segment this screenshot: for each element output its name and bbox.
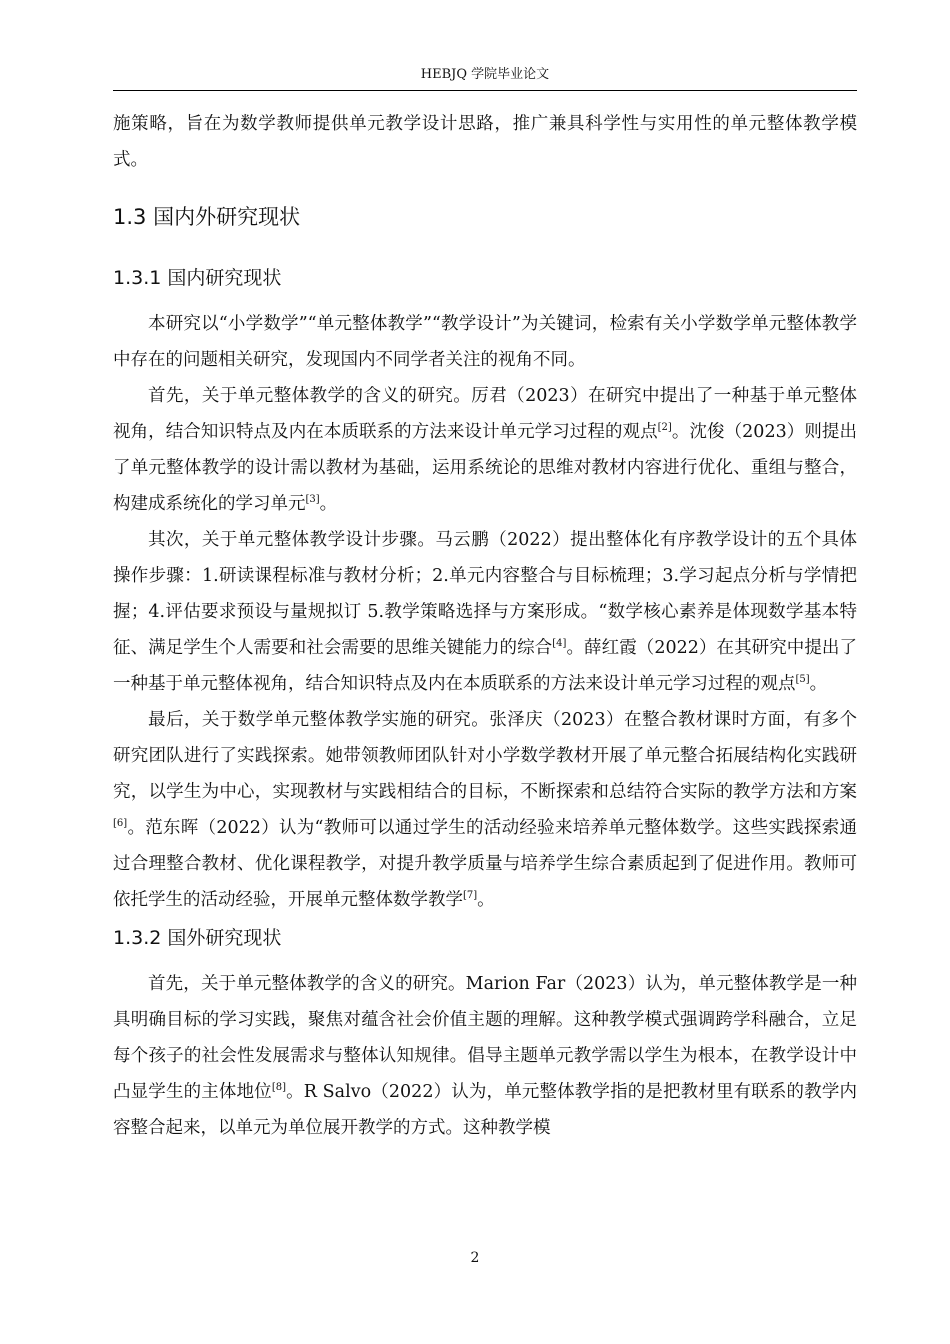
section-heading-1-3: 1.3 国内外研究现状 [113, 205, 301, 229]
text-segment: 首先，关于单元整体教学的含义的研究。厉君（2023）在研究中提出了一种基于单元整体视角，结合知识特点及内在本质联系的方法来设计单元学习过程的观点 [113, 386, 857, 442]
citation-ref: [5] [795, 674, 810, 686]
text-segment: 。范东晖（2022）认为“教师可以通过学生的活动经验来培养单元整体数学。这些实践探索通过合理整合教材、优化课程教学，对提升教学质量与培养学生综合素质起到了促进作用。教师可依托学生的活动经验，开展单元整体数学教学 [113, 818, 857, 910]
citation-ref: [3] [305, 494, 320, 506]
paragraph-intro: 本研究以“小学数学”“单元整体教学”“教学设计”为关键词，检索有关小学数学单元整体教学中存在的问题相关研究，发现国内不同学者关注的视角不同。 [113, 314, 857, 370]
paragraph-continued: 施策略，旨在为数学教师提供单元教学设计思路，推广兼具科学性与实用性的单元整体教学模式。 [113, 114, 857, 170]
citation-ref: [4] [552, 638, 567, 650]
citation-ref: [6] [113, 818, 128, 830]
text-segment: 。 [477, 890, 495, 910]
subsection-heading-1-3-2: 1.3.2 国外研究现状 [113, 927, 282, 949]
text-segment: 。 [809, 674, 828, 694]
page-header [113, 64, 857, 91]
citation-ref: [2] [657, 422, 672, 434]
text-segment: 。薛红霞（2022）在其研究中提出了一种基于单元整体视角，结合知识特点及内在本质联系的方法来设计单元学习过程的观点 [113, 638, 858, 694]
text-segment: 最后，关于数学单元整体教学实施的研究。张泽庆（2023）在整合教材课时方面，有多个研究团队进行了实践探索。她带领教师团队针对小学数学教材开展了单元整合拓展结构化实践研究，以学生为中心，实现教材与实践相结合的目标，不断探索和总结符合实际的教学方法和方案 [113, 710, 857, 802]
text-segment: 首先，关于单元整体教学的含义的研究。Marion Far（2023）认为，单元整体教学是一种具明确目标的学习实践，聚焦对蕴含社会价值主题的理解。这种教学模式强调跨学科融合，立足每个孩子的社会性发展需求与整体认知规律。倡导主题单元教学需以学生为根本，在教学设计中凸显学生的主体地位 [113, 974, 857, 1102]
text-segment: 。沈俊（2023）则提出了单元整体教学的设计需以教材为基础，运用系统论的思维对教材内容进行优化、重组与整合，构建成系统化的学习单元 [113, 422, 857, 514]
text-segment: 。R Salvo（2022）认为，单元整体教学指的是把教材里有联系的教学内容整合起来，以单元为单位展开教学的方式。这种教学模 [113, 1082, 857, 1138]
citation-ref: [8] [271, 1082, 286, 1094]
header-title: HEBJQ 学院毕业论文 [420, 67, 550, 82]
text-segment: 。 [319, 494, 338, 514]
citation-ref: [7] [463, 890, 478, 902]
text-segment: 其次，关于单元整体教学设计步骤。马云鹏（2022）提出整体化有序教学设计的五个具体操作步骤：1.研读课程标准与教材分析；2.单元内容整合与目标梳理；3.学习起点分析与学情把握；4.评估要求预设与量规拟订 5.教学策略选择与方案形成。“数学核心素养是体现数学基本特征、满足学生个人需要和社会需要的思维关键能力的综合 [113, 530, 857, 658]
paragraph-steps [113, 522, 857, 702]
subsection-heading-1-3-1: 1.3.1 国内研究现状 [113, 267, 282, 289]
paragraph-foreign [113, 966, 857, 1146]
page-body [113, 106, 857, 1146]
page-number: 2 [470, 1250, 480, 1266]
paragraph-implementation [113, 702, 857, 918]
paragraph-meaning [113, 378, 857, 522]
